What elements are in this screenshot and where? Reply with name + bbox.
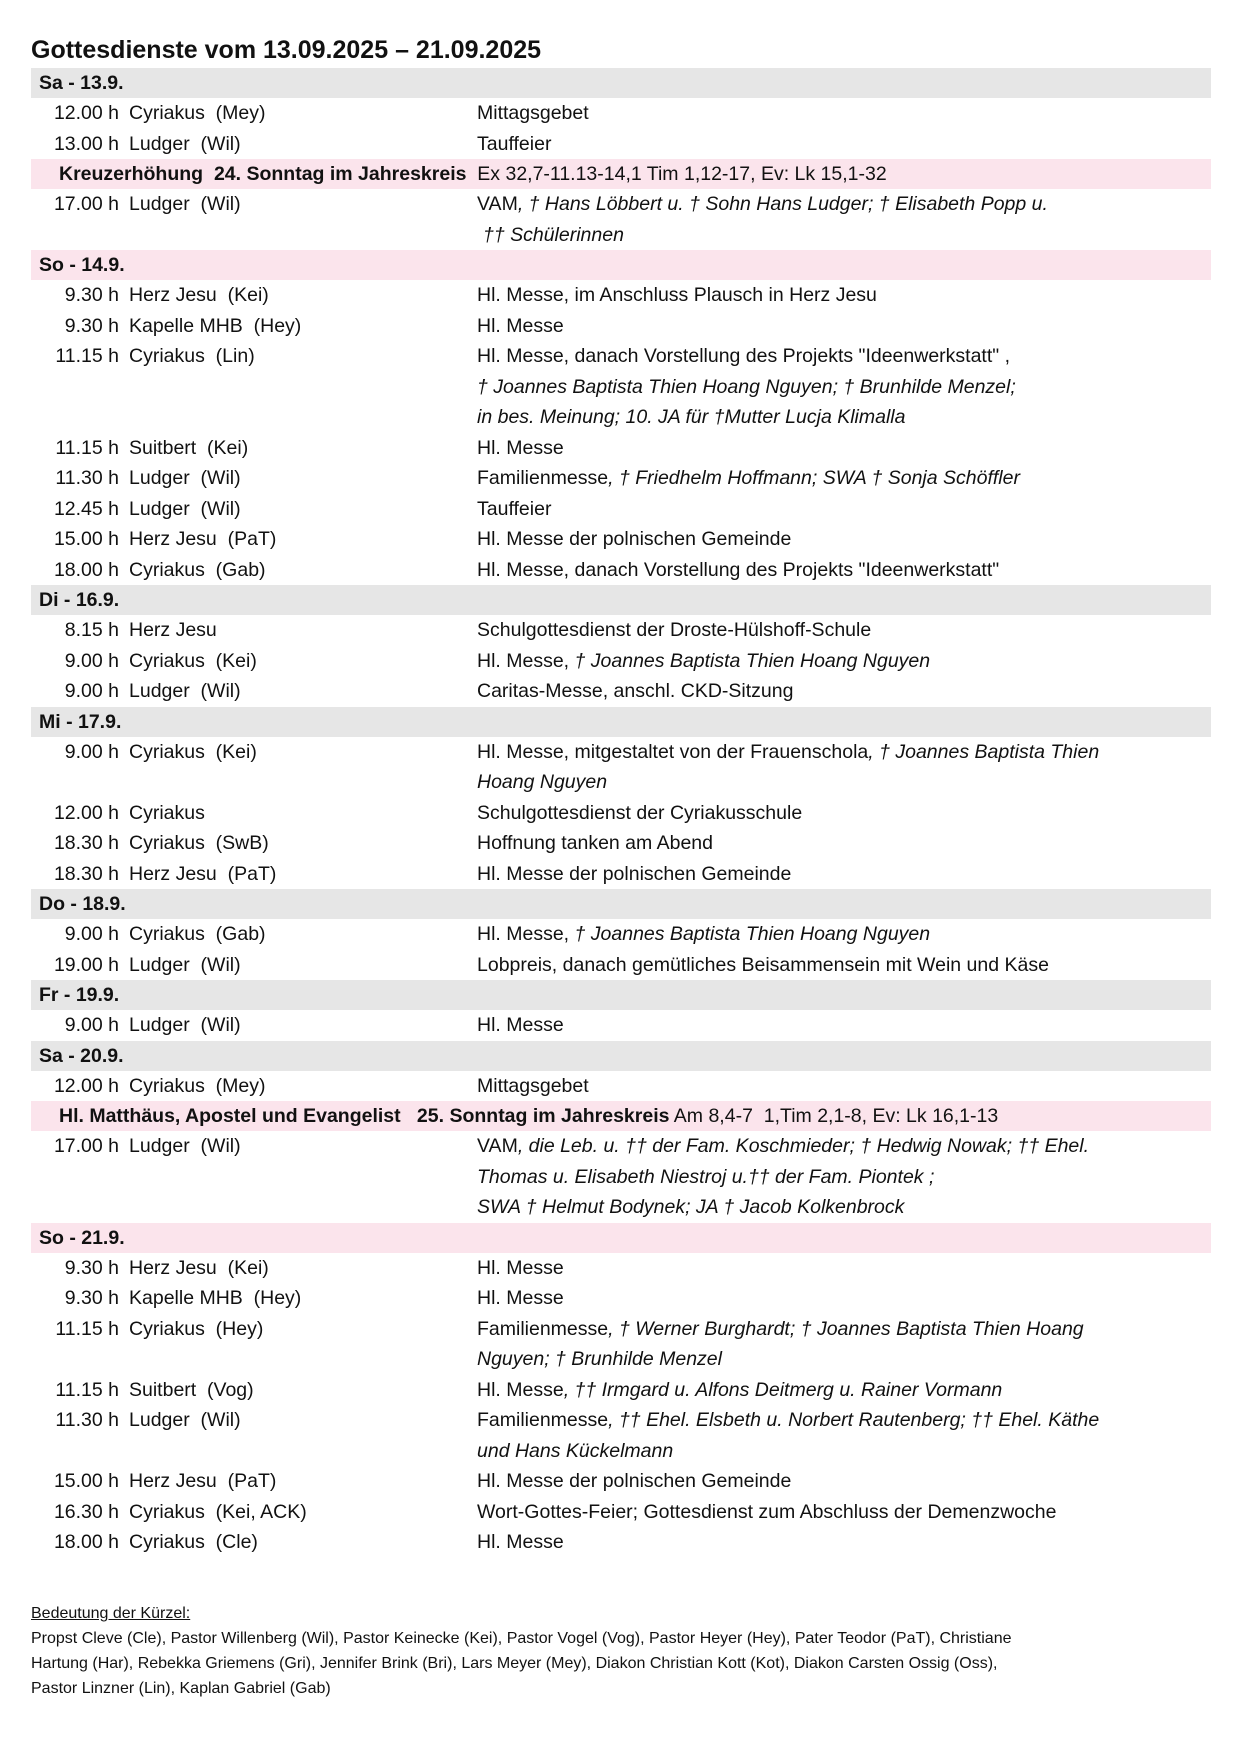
service-location: Cyriakus (Kei) bbox=[129, 649, 257, 672]
service-description bbox=[477, 798, 1211, 829]
description-line bbox=[477, 950, 1211, 981]
service-time: 11.15 h bbox=[55, 1317, 119, 1340]
description-line bbox=[477, 798, 1211, 829]
service-entry bbox=[31, 555, 1211, 586]
intention-text: , †† Ehel. Elsbeth u. Norbert Rautenberg; †† Ehel. Käthe bbox=[608, 1409, 1100, 1431]
intention-text: Nguyen; † Brunhilde Menzel bbox=[477, 1348, 722, 1370]
service-entry bbox=[31, 1131, 1211, 1223]
service-description bbox=[477, 859, 1211, 890]
intention-text: Thomas u. Elisabeth Niestroj u.†† der Fam. Piontek ; bbox=[477, 1165, 935, 1188]
description-line bbox=[477, 1010, 1211, 1041]
service-description bbox=[477, 1466, 1211, 1497]
feast-text: Am 8,4-7 1,Tim 2,1-8, Ev: Lk 16,1-13 bbox=[669, 1105, 999, 1127]
service-type: Hl. Messe der polnischen Gemeinde bbox=[477, 1470, 792, 1492]
service-description bbox=[477, 1010, 1211, 1041]
service-time: 18.00 h bbox=[53, 1531, 119, 1553]
intention-text: †† Schülerinnen bbox=[483, 223, 624, 246]
service-type: Hl. Messe bbox=[477, 1531, 564, 1553]
description-line bbox=[477, 189, 1211, 220]
service-location: Cyriakus (SwB) bbox=[129, 832, 269, 854]
intention-text: in bes. Meinung; 10. JA für †Mutter Lucja Klimalla bbox=[477, 406, 906, 428]
service-location: Kapelle MHB (Hey) bbox=[129, 314, 302, 337]
service-type: VAM bbox=[477, 193, 518, 215]
service-time: 15.00 h bbox=[53, 528, 119, 550]
service-description bbox=[477, 189, 1211, 250]
description-line bbox=[477, 646, 1211, 677]
intention-text: und Hans Kückelmann bbox=[477, 1439, 674, 1462]
intention-text: † Joannes Baptista Thien Hoang Nguyen bbox=[574, 649, 931, 672]
description-line bbox=[477, 433, 1211, 464]
service-time: 12.00 h bbox=[53, 102, 119, 124]
service-time: 17.00 h bbox=[53, 193, 119, 215]
service-entry bbox=[31, 98, 1211, 129]
service-time: 12.45 h bbox=[53, 497, 119, 520]
service-time: 18.30 h bbox=[53, 832, 119, 854]
service-description bbox=[477, 1527, 1211, 1558]
service-entry bbox=[31, 311, 1211, 342]
description-line bbox=[477, 555, 1211, 586]
service-type: Hoffnung tanken am Abend bbox=[477, 832, 713, 854]
description-line bbox=[477, 615, 1211, 646]
service-type: Familienmesse bbox=[477, 467, 609, 489]
service-location: Herz Jesu (PaT) bbox=[129, 528, 277, 550]
service-type: Lobpreis, danach gemütliches Beisammensein mit Wein und Käse bbox=[477, 953, 1049, 976]
service-type: Hl. Messe der polnischen Gemeinde bbox=[477, 528, 792, 550]
service-description bbox=[477, 524, 1211, 555]
intention-text: , die Leb. u. †† der Fam. Koschmieder; † Hedwig Nowak; †† Ehel. bbox=[517, 1135, 1090, 1157]
service-type: Hl. Messe bbox=[477, 1014, 564, 1036]
service-type: Hl. Messe bbox=[477, 1378, 564, 1401]
description-line bbox=[477, 828, 1211, 859]
description-line bbox=[477, 1375, 1211, 1406]
service-entry bbox=[31, 524, 1211, 555]
service-description bbox=[477, 433, 1211, 464]
service-description bbox=[477, 919, 1211, 950]
day-header: Do - 18.9. bbox=[31, 889, 1211, 919]
service-description bbox=[477, 1375, 1211, 1406]
service-entry bbox=[31, 280, 1211, 311]
feast-text: Kreuzerhöhung bbox=[59, 163, 204, 185]
day-header: Di - 16.9. bbox=[31, 585, 1211, 615]
day-header: Mi - 17.9. bbox=[31, 707, 1211, 737]
service-time: 12.00 h bbox=[53, 801, 119, 824]
service-entry bbox=[31, 798, 1211, 829]
description-line bbox=[477, 919, 1211, 950]
service-type: Schulgottesdienst der Droste-Hülshoff-Schule bbox=[477, 619, 872, 641]
service-type: Tauffeier bbox=[477, 497, 552, 520]
description-line bbox=[477, 1527, 1211, 1558]
service-description bbox=[477, 1405, 1211, 1466]
service-entry bbox=[31, 1253, 1211, 1284]
intention-text: Hoang Nguyen bbox=[477, 771, 608, 793]
service-location: Herz Jesu (Kei) bbox=[129, 1256, 269, 1279]
service-time: 18.00 h bbox=[53, 558, 119, 581]
service-type: Mittagsgebet bbox=[477, 102, 589, 124]
service-entry bbox=[31, 129, 1211, 160]
service-description bbox=[477, 555, 1211, 586]
description-line bbox=[477, 859, 1211, 890]
description-line bbox=[477, 280, 1211, 311]
service-type: Hl. Messe, danach Vorstellung des Projekts "Ideenwerkstatt" , bbox=[477, 345, 1011, 367]
service-location: Ludger (Wil) bbox=[129, 1014, 241, 1036]
day-header: So - 14.9. bbox=[31, 250, 1211, 280]
service-type: Hl. Messe bbox=[477, 1287, 564, 1309]
description-line bbox=[477, 98, 1211, 129]
service-description bbox=[477, 463, 1211, 494]
feast-text bbox=[203, 163, 214, 185]
service-time: 8.15 h bbox=[64, 619, 119, 641]
service-description bbox=[477, 311, 1211, 342]
service-type: Hl. Messe, bbox=[477, 923, 575, 945]
service-entry bbox=[31, 676, 1211, 707]
service-location: Ludger (Wil) bbox=[129, 680, 241, 702]
service-time: 9.00 h bbox=[64, 740, 119, 763]
description-line bbox=[477, 1253, 1211, 1284]
service-location: Ludger (Wil) bbox=[129, 193, 241, 215]
service-time: 16.30 h bbox=[53, 1500, 119, 1523]
service-location: Ludger (Wil) bbox=[129, 1409, 241, 1431]
service-time: 9.00 h bbox=[64, 680, 119, 702]
service-entry bbox=[31, 1405, 1211, 1466]
service-location: Kapelle MHB (Hey) bbox=[129, 1287, 302, 1309]
feast-text: Ex 32,7-11.13-14,1 Tim 1,12-17, Ev: Lk 15,1-32 bbox=[466, 163, 887, 185]
service-entry bbox=[31, 950, 1211, 981]
description-line bbox=[477, 1283, 1211, 1314]
feast-text: Hl. Matthäus, Apostel und Evangelist bbox=[59, 1105, 401, 1127]
intention-text: , † Hans Löbbert u. † Sohn Hans Ludger; † Elisabeth Popp u. bbox=[517, 193, 1048, 215]
description-line bbox=[477, 676, 1211, 707]
description-line bbox=[477, 524, 1211, 555]
day-header: Sa - 20.9. bbox=[31, 1041, 1211, 1071]
service-time: 19.00 h bbox=[53, 953, 119, 976]
description-line bbox=[477, 1466, 1211, 1497]
description-line bbox=[477, 341, 1211, 372]
day-header: Fr - 19.9. bbox=[31, 980, 1211, 1010]
service-type: Caritas-Messe, anschl. CKD-Sitzung bbox=[477, 680, 794, 702]
service-time: 11.15 h bbox=[55, 345, 119, 367]
service-description bbox=[477, 1071, 1211, 1102]
service-time: 9.00 h bbox=[64, 923, 119, 945]
service-location: Cyriakus (Kei) bbox=[129, 740, 257, 763]
service-location: Ludger (Wil) bbox=[129, 1135, 241, 1157]
service-location: Cyriakus (Gab) bbox=[129, 558, 266, 581]
service-entry bbox=[31, 1497, 1211, 1528]
service-entry bbox=[31, 1283, 1211, 1314]
intention-text: † Joannes Baptista Thien Hoang Nguyen bbox=[574, 923, 931, 945]
legend-line: Pastor Linzner (Lin), Kaplan Gabriel (Gab) bbox=[31, 1680, 331, 1697]
service-location: Cyriakus (Gab) bbox=[129, 923, 266, 945]
service-entry bbox=[31, 859, 1211, 890]
service-time: 11.30 h bbox=[55, 467, 119, 489]
intention-text: † Joannes Baptista Thien Hoang Nguyen; † Brunhilde Menzel; bbox=[477, 375, 1016, 398]
service-description bbox=[477, 676, 1211, 707]
legend-line: Hartung (Har), Rebekka Griemens (Gri), Jennifer Brink (Bri), Lars Meyer (Mey), Diakon Christian Kott (Kot), Diakon Carsten Ossig (Oss), bbox=[31, 1655, 998, 1672]
service-entry bbox=[31, 646, 1211, 677]
service-time: 11.15 h bbox=[55, 1378, 119, 1401]
description-line bbox=[477, 220, 1211, 251]
description-line bbox=[477, 1162, 1211, 1193]
service-type: Hl. Messe, mitgestaltet von der Frauenschola bbox=[477, 740, 869, 763]
service-location: Herz Jesu (Kei) bbox=[129, 284, 269, 306]
service-entry bbox=[31, 919, 1211, 950]
service-type: Familienmesse bbox=[477, 1317, 609, 1340]
service-description bbox=[477, 1253, 1211, 1284]
service-location: Cyriakus (Mey) bbox=[129, 102, 266, 124]
schedule-page bbox=[31, 34, 1211, 1558]
feast-text: 25. Sonntag im Jahreskreis bbox=[416, 1105, 670, 1127]
service-location: Cyriakus (Lin) bbox=[129, 345, 255, 367]
service-entry bbox=[31, 1466, 1211, 1497]
abbreviation-legend bbox=[31, 1601, 1211, 1701]
service-description bbox=[477, 98, 1211, 129]
schedule-list bbox=[31, 68, 1211, 1558]
service-entry bbox=[31, 494, 1211, 525]
description-line bbox=[477, 737, 1211, 768]
service-entry bbox=[31, 615, 1211, 646]
service-type: Schulgottesdienst der Cyriakusschule bbox=[477, 801, 803, 824]
service-type: Mittagsgebet bbox=[477, 1074, 589, 1097]
feast-text bbox=[401, 1105, 417, 1127]
service-entry bbox=[31, 1010, 1211, 1041]
feast-text: 24. Sonntag im Jahreskreis bbox=[213, 163, 467, 185]
service-time: 9.00 h bbox=[64, 649, 119, 672]
service-location: Ludger (Wil) bbox=[129, 497, 241, 520]
description-line bbox=[477, 1192, 1211, 1223]
service-type: Hl. Messe, danach Vorstellung des Projekts "Ideenwerkstatt" bbox=[477, 558, 1000, 581]
service-location: Cyriakus (Cle) bbox=[129, 1531, 258, 1553]
service-description bbox=[477, 280, 1211, 311]
service-entry bbox=[31, 828, 1211, 859]
service-time: 9.30 h bbox=[64, 1287, 119, 1309]
service-entry bbox=[31, 433, 1211, 464]
service-location: Herz Jesu bbox=[129, 619, 217, 641]
service-type: Wort-Gottes-Feier; Gottesdienst zum Abschluss der Demenzwoche bbox=[477, 1500, 1057, 1523]
service-entry bbox=[31, 737, 1211, 798]
service-time: 12.00 h bbox=[53, 1074, 119, 1097]
service-type: Tauffeier bbox=[477, 132, 552, 155]
service-description bbox=[477, 1314, 1211, 1375]
service-location: Ludger (Wil) bbox=[129, 467, 241, 489]
service-type: VAM bbox=[477, 1135, 518, 1157]
service-description bbox=[477, 494, 1211, 525]
service-time: 18.30 h bbox=[53, 862, 119, 885]
service-entry bbox=[31, 463, 1211, 494]
service-location: Ludger (Wil) bbox=[129, 132, 241, 155]
feast-banner bbox=[31, 159, 1211, 189]
description-line bbox=[477, 1314, 1211, 1345]
description-line bbox=[477, 129, 1211, 160]
service-description bbox=[477, 1131, 1211, 1223]
service-type: Hl. Messe bbox=[477, 314, 564, 337]
description-line bbox=[477, 311, 1211, 342]
description-line bbox=[477, 1131, 1211, 1162]
service-location: Cyriakus (Kei, ACK) bbox=[129, 1500, 307, 1523]
day-header: So - 21.9. bbox=[31, 1223, 1211, 1253]
service-type: Hl. Messe, im Anschluss Plausch in Herz Jesu bbox=[477, 284, 877, 306]
description-line bbox=[477, 372, 1211, 403]
legend-title: Bedeutung der Kürzel: bbox=[31, 1605, 191, 1622]
service-description bbox=[477, 129, 1211, 160]
description-line bbox=[477, 1436, 1211, 1467]
service-time: 9.00 h bbox=[64, 1014, 119, 1036]
intention-text: , † Joannes Baptista Thien bbox=[868, 740, 1100, 763]
service-description bbox=[477, 950, 1211, 981]
service-time: 11.30 h bbox=[55, 1409, 119, 1431]
service-location: Herz Jesu (PaT) bbox=[129, 862, 277, 885]
service-entry bbox=[31, 189, 1211, 250]
legend-line: Propst Cleve (Cle), Pastor Willenberg (Wil), Pastor Keinecke (Kei), Pastor Vogel (Vog), Pastor Heyer (Hey), Pater Teodor (PaT), Christiane bbox=[31, 1630, 1012, 1647]
service-time: 9.30 h bbox=[64, 1256, 119, 1279]
service-time: 11.15 h bbox=[55, 436, 119, 459]
feast-banner bbox=[31, 1101, 1211, 1131]
service-entry bbox=[31, 1375, 1211, 1406]
description-line bbox=[477, 402, 1211, 433]
intention-text: , † Werner Burghardt; † Joannes Baptista Thien Hoang bbox=[608, 1317, 1084, 1340]
service-type: Hl. Messe bbox=[477, 436, 564, 459]
day-header: Sa - 13.9. bbox=[31, 68, 1211, 98]
service-time: 15.00 h bbox=[53, 1470, 119, 1492]
service-time: 9.30 h bbox=[64, 284, 119, 306]
service-time: 17.00 h bbox=[53, 1135, 119, 1157]
service-type: Hl. Messe bbox=[477, 1256, 564, 1279]
description-line bbox=[477, 1344, 1211, 1375]
service-type: Familienmesse bbox=[477, 1409, 609, 1431]
service-description bbox=[477, 646, 1211, 677]
service-description bbox=[477, 615, 1211, 646]
service-location: Suitbert (Vog) bbox=[129, 1378, 254, 1401]
description-line bbox=[477, 463, 1211, 494]
service-location: Suitbert (Kei) bbox=[129, 436, 249, 459]
description-line bbox=[477, 1071, 1211, 1102]
service-location: Cyriakus bbox=[129, 801, 205, 824]
service-type: Hl. Messe der polnischen Gemeinde bbox=[477, 862, 792, 885]
service-entry bbox=[31, 1314, 1211, 1375]
service-type: Hl. Messe, bbox=[477, 649, 575, 672]
service-entry bbox=[31, 1527, 1211, 1558]
service-description bbox=[477, 341, 1211, 433]
service-location: Herz Jesu (PaT) bbox=[129, 1470, 277, 1492]
service-location: Cyriakus (Mey) bbox=[129, 1074, 266, 1097]
page-title: Gottesdienste vom 13.09.2025 – 21.09.2025 bbox=[31, 36, 542, 64]
service-description bbox=[477, 737, 1211, 798]
service-location: Ludger (Wil) bbox=[129, 953, 241, 976]
service-entry bbox=[31, 341, 1211, 433]
service-description bbox=[477, 828, 1211, 859]
description-line bbox=[477, 1497, 1211, 1528]
service-time: 9.30 h bbox=[64, 314, 119, 337]
intention-text: SWA † Helmut Bodynek; JA † Jacob Kolkenbrock bbox=[477, 1196, 905, 1218]
description-line bbox=[477, 494, 1211, 525]
service-description bbox=[477, 1283, 1211, 1314]
intention-text: , †† Irmgard u. Alfons Deitmerg u. Rainer Vormann bbox=[563, 1378, 1003, 1401]
service-time: 13.00 h bbox=[53, 132, 119, 155]
service-location: Cyriakus (Hey) bbox=[129, 1317, 264, 1340]
description-line bbox=[477, 767, 1211, 798]
service-description bbox=[477, 1497, 1211, 1528]
service-entry bbox=[31, 1071, 1211, 1102]
description-line bbox=[477, 1405, 1211, 1436]
intention-text: , † Friedhelm Hoffmann; SWA † Sonja Schöffler bbox=[608, 467, 1020, 489]
